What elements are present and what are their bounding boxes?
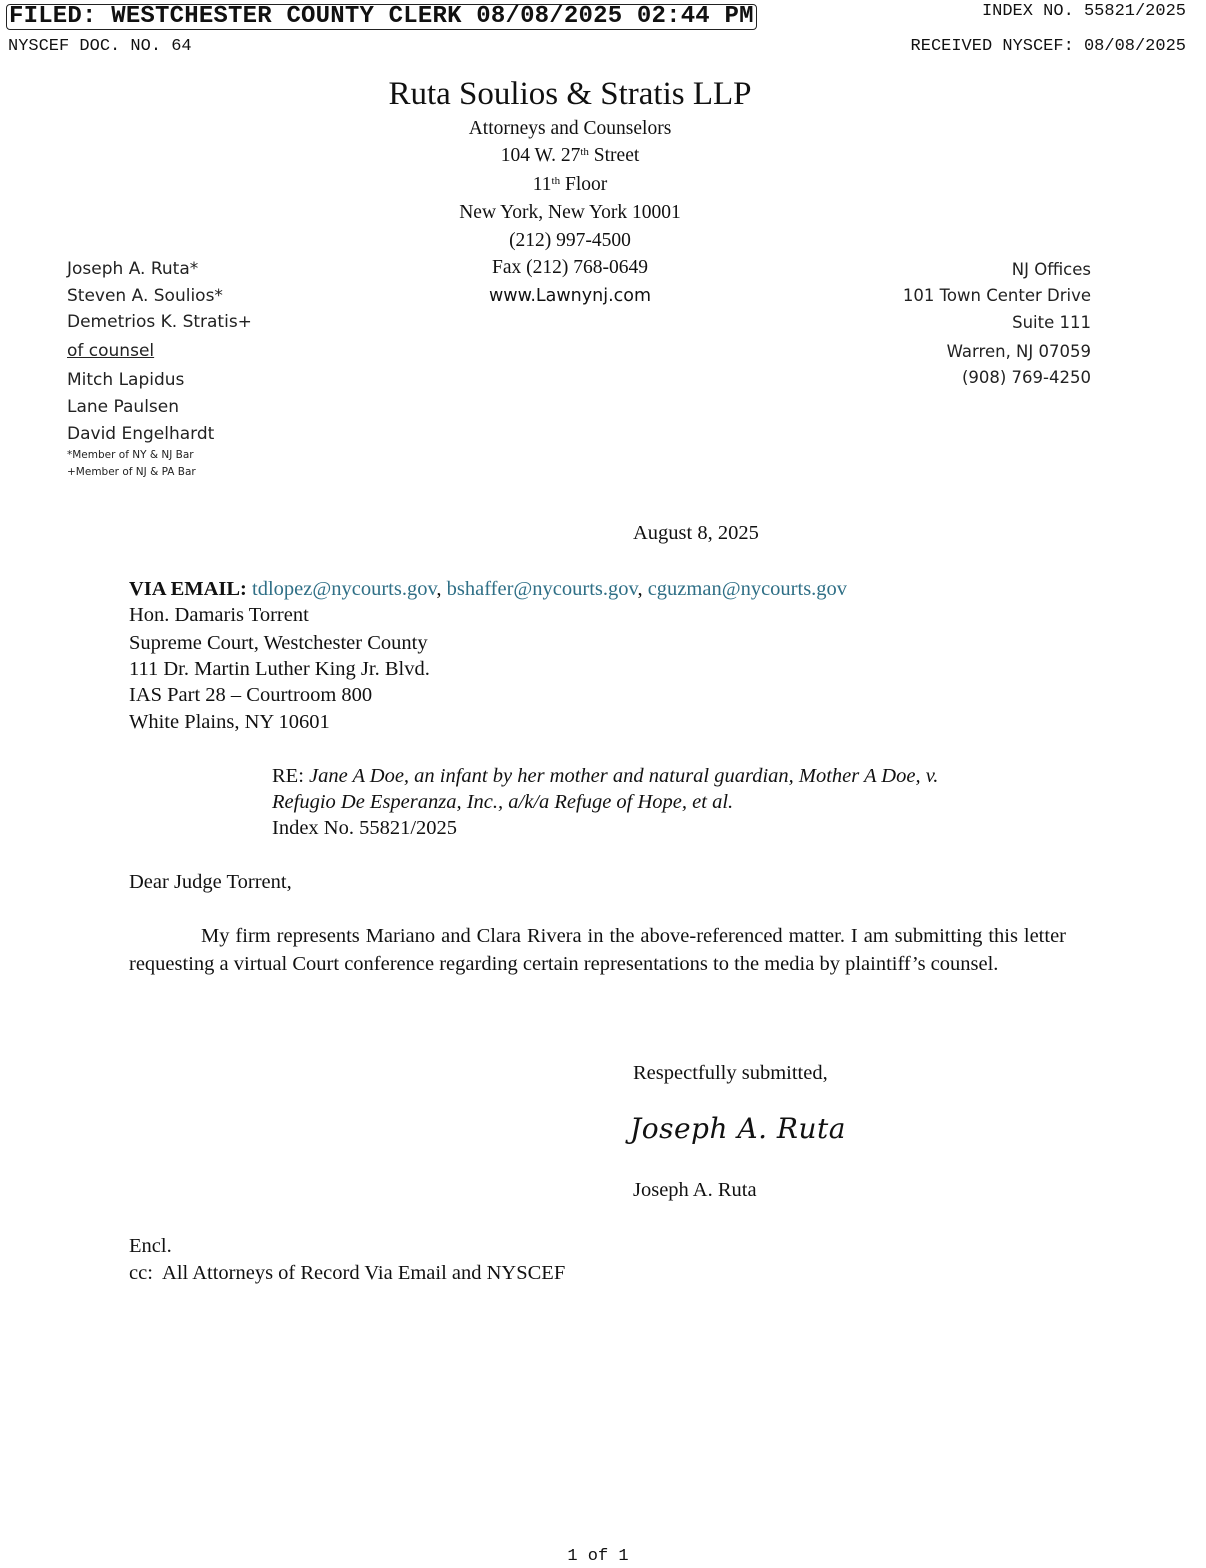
re-label: RE: <box>272 765 310 787</box>
cc-line: cc: All Attorneys of Record Via Email and NYSCEF <box>129 1262 566 1284</box>
recipient-line: Hon. Damaris Torrent <box>129 604 309 626</box>
of-counsel-heading: of counsel <box>67 341 155 361</box>
floor-number: 11 <box>532 174 552 195</box>
nyscef-doc-number: NYSCEF DOC. NO. 64 <box>8 37 192 56</box>
attorney-name: Steven A. Soulios* <box>67 286 223 306</box>
index-number: INDEX NO. 55821/2025 <box>981 2 1186 21</box>
of-counsel-name: Lane Paulsen <box>67 397 180 417</box>
street-name: Street <box>588 145 640 166</box>
email-separator: , <box>637 578 648 600</box>
nj-office-line: Warren, NJ 07059 <box>946 342 1091 361</box>
re-index: Index No. 55821/2025 <box>272 817 458 839</box>
firm-street <box>0 145 1140 167</box>
floor-suffix: th <box>551 175 561 187</box>
salutation: Dear Judge Torrent, <box>129 871 292 893</box>
recipient-line: IAS Part 28 – Courtroom 800 <box>129 684 373 706</box>
attorney-name: Demetrios K. Stratis+ <box>67 312 252 332</box>
case-caption: Jane A Doe, an infant by her mother and natural guardian, Mother A Doe, v. <box>309 765 939 787</box>
email-link[interactable]: cguzman@nycourts.gov <box>647 578 848 600</box>
nj-office-line: 101 Town Center Drive <box>902 286 1091 305</box>
firm-floor <box>0 174 1140 196</box>
body-paragraph: My firm represents Mariano and Clara Rivera in the above-referenced matter. I am submitting this letter requesting a virtual Court conference regarding certain representations to the media by plaintiff’s counsel. <box>129 925 1066 975</box>
nj-office-line: (908) 769-4250 <box>961 368 1091 387</box>
via-email-label: VIA EMAIL: <box>129 578 247 600</box>
email-separator: , <box>436 578 447 600</box>
firm-phone: (212) 997-4500 <box>509 230 631 251</box>
nj-office-line: NJ Offices <box>1011 260 1091 279</box>
bar-note: *Member of NY & NJ Bar <box>67 449 194 461</box>
filed-stamp: FILED: WESTCHESTER COUNTY CLERK 08/08/2025 02:44 PM <box>6 4 757 30</box>
street-number: 104 W. 27 <box>500 145 581 166</box>
firm-fax: Fax (212) 768-0649 <box>492 257 648 278</box>
bar-note: +Member of NJ & PA Bar <box>67 466 196 478</box>
of-counsel-name: David Engelhardt <box>67 424 215 444</box>
email-link[interactable]: bshaffer@nycourts.gov <box>446 578 638 600</box>
received-date: RECEIVED NYSCEF: 08/08/2025 <box>910 37 1186 56</box>
recipient-line: White Plains, NY 10601 <box>129 711 330 733</box>
street-suffix: th <box>580 146 589 158</box>
closing: Respectfully submitted, <box>633 1062 828 1084</box>
attorney-name: Joseph A. Ruta* <box>67 259 199 279</box>
via-email-line <box>129 578 847 601</box>
email-link[interactable]: tdlopez@nycourts.gov <box>252 578 437 600</box>
of-counsel-name: Mitch Lapidus <box>67 370 185 390</box>
recipient-line: Supreme Court, Westchester County <box>129 632 428 654</box>
floor-label: Floor <box>560 174 608 195</box>
re-line <box>272 765 938 788</box>
signer-name: Joseph A. Ruta <box>633 1179 757 1201</box>
firm-city: New York, New York 10001 <box>459 202 681 223</box>
signature: Joseph A. Ruta <box>630 1112 846 1145</box>
firm-website[interactable]: www.Lawnynj.com <box>488 286 652 306</box>
letter-date: August 8, 2025 <box>633 522 759 544</box>
page-number: 1 of 1 <box>567 1547 629 1566</box>
firm-tagline: Attorneys and Counselors <box>468 118 672 139</box>
firm-name: Ruta Soulios & Stratis LLP <box>388 76 752 112</box>
nj-office-line: Suite 111 <box>1012 313 1091 332</box>
re-line <box>272 791 733 814</box>
enclosure: Encl. <box>129 1235 172 1257</box>
recipient-line: 111 Dr. Martin Luther King Jr. Blvd. <box>129 658 430 680</box>
case-caption: Refugio De Esperanza, Inc., a/k/a Refuge of Hope, et al. <box>272 791 734 813</box>
